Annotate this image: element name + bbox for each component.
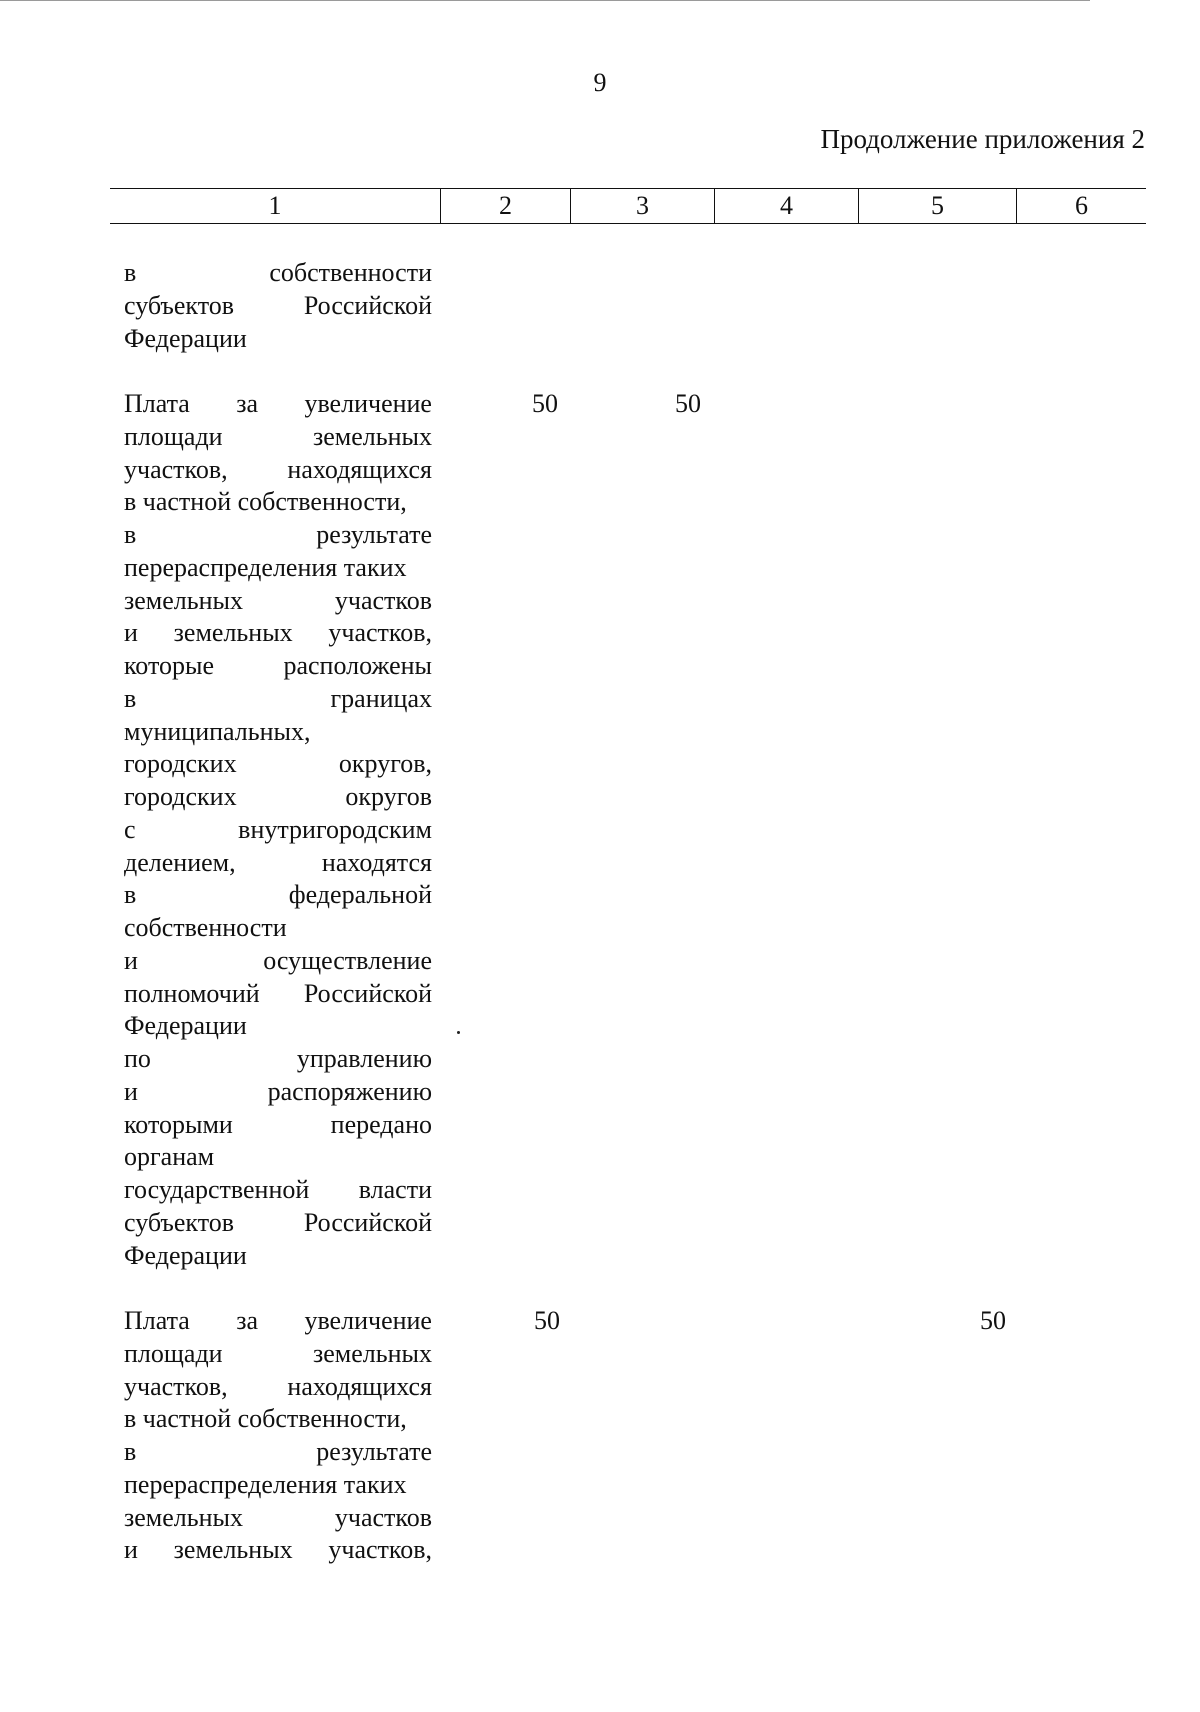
description-line: [124, 454, 432, 487]
description-line: [124, 1109, 432, 1142]
description-word: муниципальных,: [124, 716, 311, 746]
description-word: земельных: [312, 1338, 432, 1368]
description-word: субъектов: [124, 1207, 235, 1237]
description-word: государственной: [124, 1175, 310, 1204]
description-line: [124, 1240, 432, 1273]
description-line: [124, 617, 432, 650]
description-line: [124, 978, 432, 1011]
description-word: земельных: [312, 421, 432, 451]
description-line: [124, 716, 432, 749]
description-word: перераспределения таких: [124, 1469, 407, 1499]
description-line: [124, 388, 432, 421]
description-word: участков,: [124, 454, 228, 484]
description-line: [124, 323, 432, 356]
description-line: [124, 1043, 432, 1076]
description-word: находятся: [321, 847, 432, 877]
description-word: участков,: [328, 1535, 432, 1565]
page-number: 9: [593, 68, 607, 97]
description-line: [124, 421, 432, 454]
appendix-continuation-note: Продолжение приложения 2: [820, 124, 1145, 154]
description-word: перераспределения таких: [124, 552, 407, 582]
description-line: [124, 552, 432, 585]
table-cell-col2: 50: [534, 1306, 560, 1335]
description-line: [124, 1371, 432, 1404]
description-word: находящихся: [287, 454, 432, 484]
description-word: собственности: [269, 258, 432, 287]
description-word: в: [124, 520, 137, 549]
description-word: площади: [124, 421, 223, 451]
description-word: увеличение: [304, 1306, 432, 1335]
description-word: по: [124, 1044, 151, 1073]
description-word: в: [124, 683, 137, 713]
table-header-cell: 5: [859, 189, 1017, 223]
description-word: Федерации: [124, 1240, 247, 1270]
description-word: в: [124, 258, 137, 287]
description-line: [124, 1534, 432, 1567]
description-line: [124, 650, 432, 683]
description-word: округов: [345, 782, 432, 811]
scan-top-edge: [0, 0, 1090, 1]
description-line: [124, 1502, 432, 1535]
description-word: участков: [334, 1502, 432, 1532]
description-word: Российской: [303, 290, 432, 320]
description-word: за: [236, 1306, 259, 1335]
description-word: делением,: [124, 847, 236, 877]
description-line: [124, 879, 432, 912]
scan-speck: [457, 1031, 460, 1034]
description-word: площади: [124, 1338, 223, 1368]
table-header-row: [110, 188, 1146, 224]
table-cell-col2: 50: [532, 389, 558, 418]
description-word: городских: [124, 749, 237, 779]
description-line: [124, 1207, 432, 1240]
description-line: [124, 748, 432, 781]
table-header-cell: 6: [1075, 191, 1088, 220]
description-word: земельных: [124, 1502, 244, 1532]
description-word: осуществление: [263, 945, 432, 975]
description-line: [124, 290, 432, 323]
description-line: [124, 486, 432, 519]
table-header-cell: 2: [441, 189, 571, 223]
description-word: в частной собственности,: [124, 487, 407, 517]
description-word: федеральной: [288, 880, 432, 910]
description-word: участков,: [328, 618, 432, 648]
description-word: Плата: [124, 1306, 190, 1335]
description-word: с: [124, 814, 136, 844]
description-word: в: [124, 1437, 137, 1466]
description-word: которыми: [124, 1109, 233, 1139]
description-word: округов,: [338, 749, 432, 779]
description-word: увеличение: [304, 389, 432, 418]
description-word: и: [124, 945, 138, 975]
description-word: Плата: [124, 389, 190, 418]
description-line: [124, 1436, 432, 1469]
description-word: которые: [124, 651, 214, 680]
description-word: и: [124, 618, 138, 648]
description-word: передано: [330, 1109, 432, 1139]
description-word: земельных: [173, 618, 293, 648]
description-word: и: [124, 1076, 138, 1106]
description-line: [124, 1141, 432, 1174]
table-row-description: [124, 257, 432, 355]
description-word: земельных: [173, 1535, 293, 1565]
description-word: субъектов: [124, 290, 235, 320]
table-cell-col3: 50: [675, 389, 701, 418]
description-word: границах: [330, 683, 432, 713]
description-line: [124, 814, 432, 847]
description-word: и: [124, 1535, 138, 1565]
table-cell-col5: 50: [980, 1306, 1006, 1335]
description-word: полномочий: [124, 978, 260, 1008]
table-header-cell: 4: [715, 189, 859, 223]
table-row-description: [124, 1305, 432, 1567]
description-word: в: [124, 880, 137, 910]
description-line: [124, 1010, 432, 1043]
description-line: [124, 945, 432, 978]
description-word: органам: [124, 1142, 215, 1172]
description-line: [124, 1305, 432, 1338]
description-word: расположены: [283, 651, 432, 680]
description-word: городских: [124, 782, 237, 811]
description-line: [124, 912, 432, 945]
table-header-cell: 3: [571, 189, 715, 223]
description-line: [124, 683, 432, 716]
description-line: [124, 847, 432, 880]
description-line: [124, 1076, 432, 1109]
table-header-cell: 1: [110, 189, 441, 223]
description-word: Российской: [303, 1207, 432, 1237]
description-word: за: [236, 389, 259, 418]
description-word: в частной собственности,: [124, 1404, 407, 1434]
description-word: собственности: [124, 913, 287, 942]
description-word: Федерации: [124, 1011, 247, 1041]
description-word: внутригородским: [238, 814, 432, 844]
description-word: земельных: [124, 585, 244, 615]
description-word: распоряжению: [267, 1076, 432, 1106]
table-row-description: [124, 388, 432, 1272]
description-line: [124, 781, 432, 814]
description-line: [124, 1338, 432, 1371]
description-word: находящихся: [287, 1371, 432, 1401]
description-word: Федерации: [124, 323, 247, 353]
description-line: [124, 1469, 432, 1502]
description-word: участков,: [124, 1371, 228, 1401]
description-word: управлению: [296, 1044, 432, 1073]
description-line: [124, 1403, 432, 1436]
description-word: участков: [334, 585, 432, 615]
description-line: [124, 1174, 432, 1207]
description-word: результате: [316, 520, 432, 549]
description-word: власти: [358, 1175, 432, 1204]
description-word: Российской: [303, 978, 432, 1008]
description-line: [124, 585, 432, 618]
description-word: результате: [316, 1437, 432, 1466]
description-line: [124, 519, 432, 552]
description-line: [124, 257, 432, 290]
